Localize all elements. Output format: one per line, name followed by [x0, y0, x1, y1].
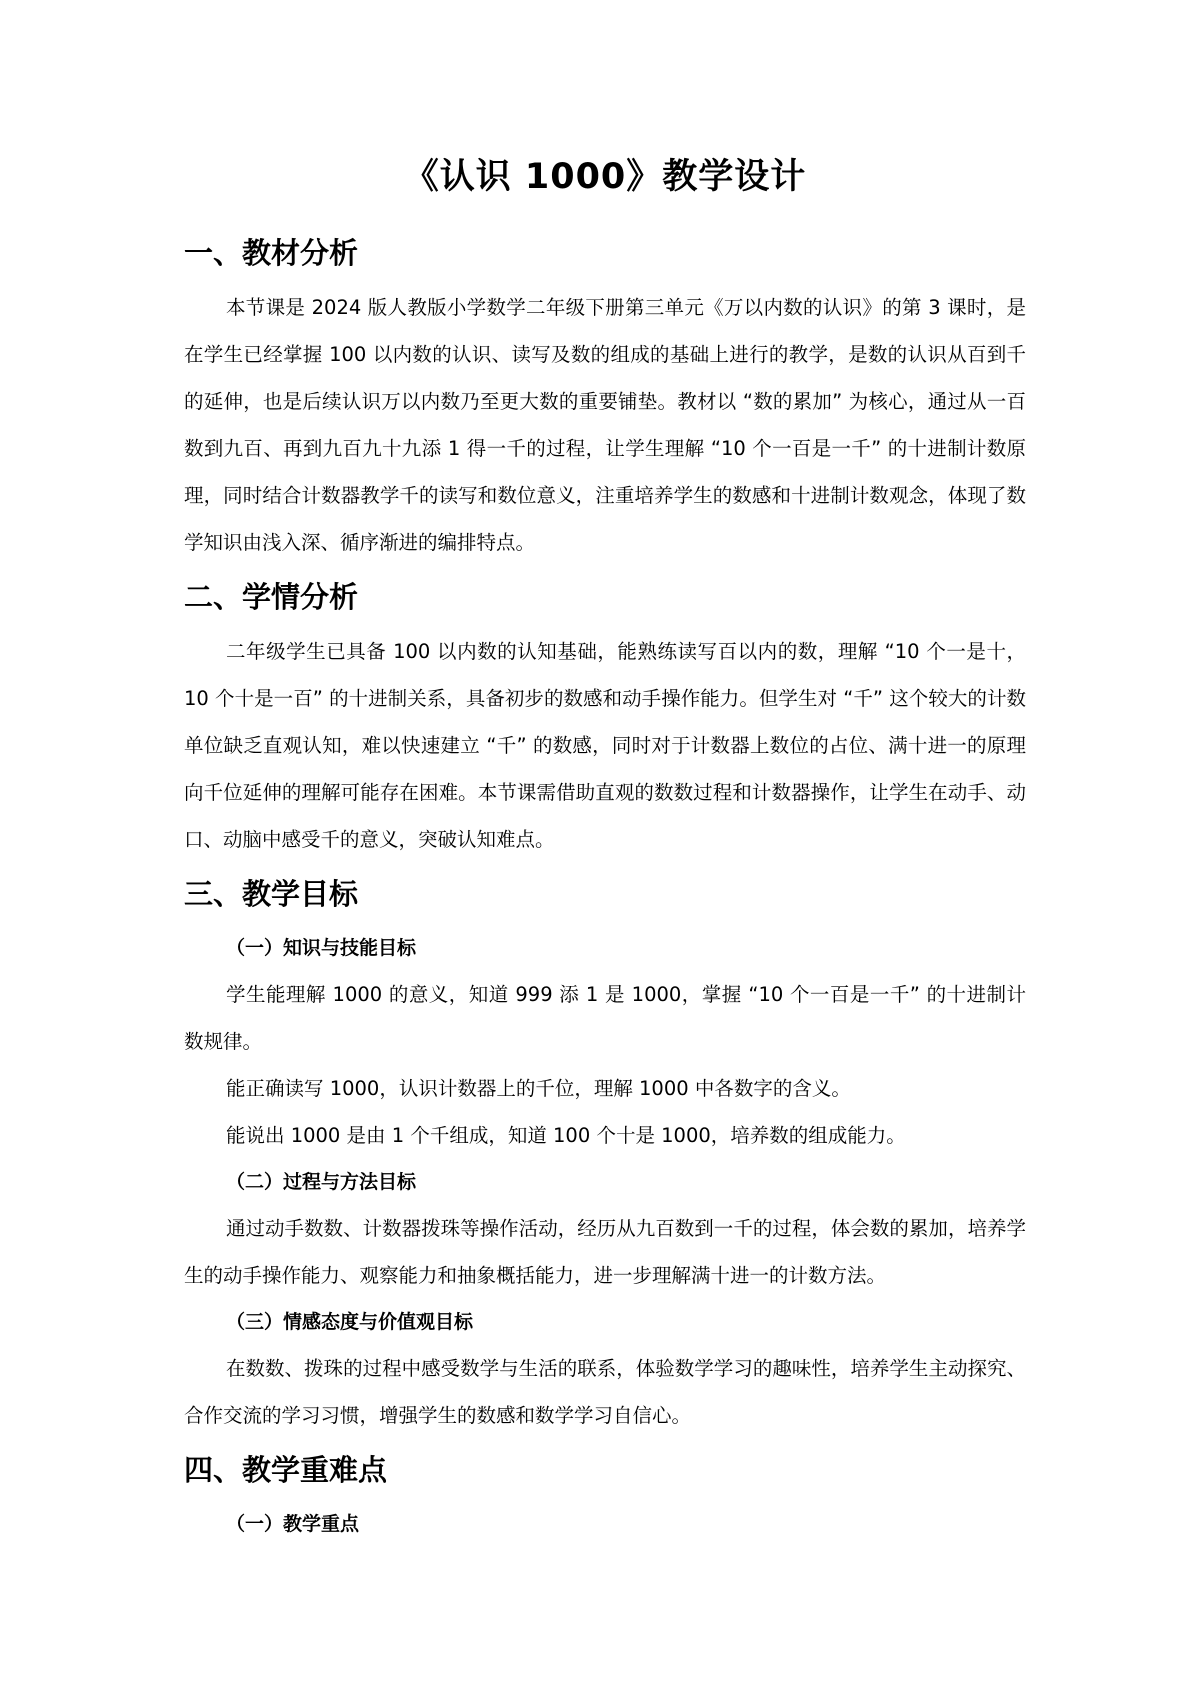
subsection-heading-teaching-focus: （一）教学重点 [226, 1513, 360, 1535]
paragraph: 在数数、拨珠的过程中感受数学与生活的联系，体验数学学习的趣味性，培养学生主动探究、合作交流的学习习惯，增强学生的数感和数学学习自信心。 [184, 1357, 1026, 1427]
subsection-heading-knowledge-skills: （一）知识与技能目标 [226, 937, 417, 959]
paragraph: 本节课是 2024 版人教版小学数学二年级下册第三单元《万以内数的认识》的第 3 课时，是在学生已经掌握 100 以内数的认识、读写及数的组成的基础上进行的教学，是数的认识从百到千的延伸，也是后续认识万以内数乃至更大数的重要铺垫。教材以 “数的累加” 为核心，通过从一百数到九百、再到九百九十九添 1 得一千的过程，让学生理解 “10 个一百是一千” 的十进制计数原理，同时结合计数器教学千的读写和数位意义，注重培养学生的数感和十进制计数观念，体现了数学知识由浅入深、循序渐进的编排特点。 [184, 296, 1026, 554]
paragraph: 学生能理解 1000 的意义，知道 999 添 1 是 1000，掌握 “10 个一百是一千” 的十进制计数规律。 [184, 983, 1026, 1053]
section-heading-teaching-goals: 三、教学目标 [184, 877, 359, 911]
subsection-heading-process-methods: （二）过程与方法目标 [226, 1171, 417, 1193]
section-heading-student-analysis: 二、学情分析 [184, 580, 359, 614]
paragraph: 能说出 1000 是由 1 个千组成，知道 100 个十是 1000，培养数的组成能力。 [226, 1124, 906, 1147]
section-heading-textbook-analysis: 一、教材分析 [184, 236, 359, 270]
subsection-heading-emotion-values: （三）情感态度与价值观目标 [226, 1311, 474, 1333]
section-heading-key-difficult-points: 四、教学重难点 [184, 1453, 388, 1487]
document-title: 《认识 1000》教学设计 [403, 157, 807, 197]
paragraph: 能正确读写 1000，认识计数器上的千位，理解 1000 中各数字的含义。 [226, 1077, 851, 1100]
paragraph: 二年级学生已具备 100 以内数的认知基础，能熟练读写百以内的数，理解 “10 个一是十，10 个十是一百” 的十进制关系，具备初步的数感和动手操作能力。但学生对 “千” 这个较大的计数单位缺乏直观认知，难以快速建立 “千” 的数感，同时对于计数器上数位的占位、满十进一的原理向千位延伸的理解可能存在困难。本节课需借助直观的数数过程和计数器操作，让学生在动手、动口、动脑中感受千的意义，突破认知难点。 [184, 640, 1026, 851]
paragraph: 通过动手数数、计数器拨珠等操作活动，经历从九百数到一千的过程，体会数的累加，培养学生的动手操作能力、观察能力和抽象概括能力，进一步理解满十进一的计数方法。 [184, 1217, 1026, 1287]
document-page [184, 148, 1026, 1547]
